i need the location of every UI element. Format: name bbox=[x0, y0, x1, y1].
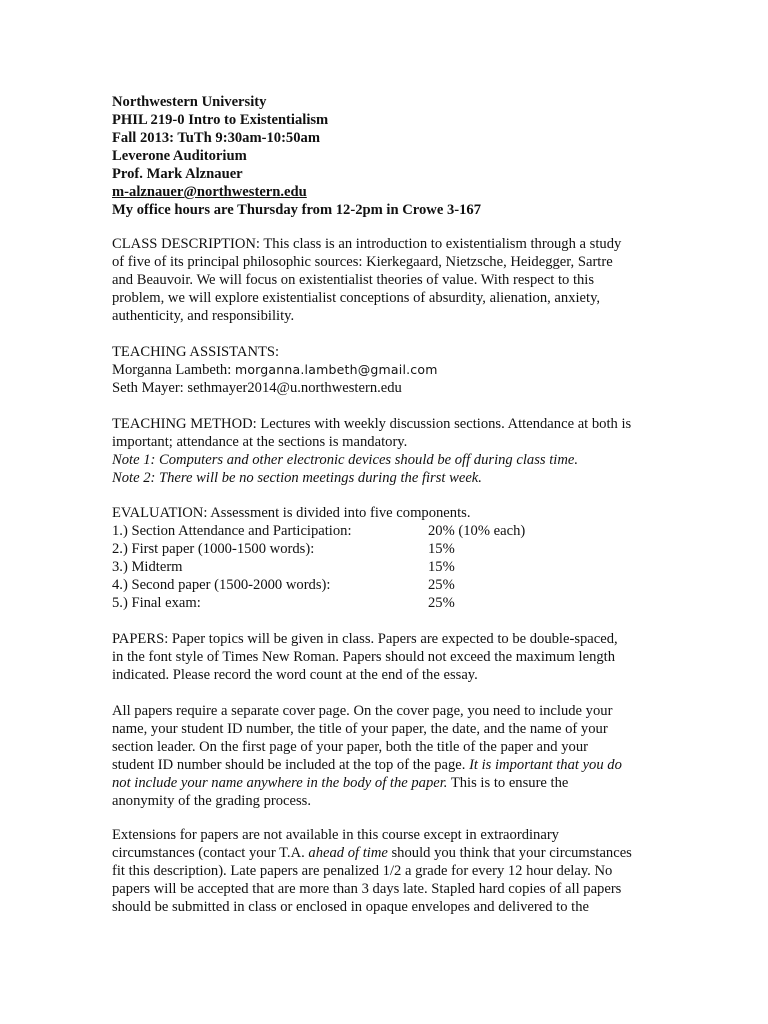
paragraph-line: of five of its principal philosophic sources: Kierkegaard, Nietzsche, Heidegger, Sartre bbox=[112, 254, 613, 270]
paragraph-line: indicated. Please record the word count at the end of the essay. bbox=[112, 667, 478, 683]
paragraph-line: papers will be accepted that are more than 3 days late. Stapled hard copies of all papers bbox=[112, 881, 622, 897]
cover-page-section bbox=[112, 702, 672, 810]
evaluation-weight: 25% bbox=[428, 577, 455, 593]
paragraph-line: TEACHING METHOD: Lectures with weekly discussion sections. Attendance at both is bbox=[112, 416, 632, 432]
extensions-section bbox=[112, 826, 672, 916]
note-line: Note 2: There will be no section meetings during the first week. bbox=[112, 470, 482, 486]
paragraph-line bbox=[112, 774, 672, 792]
ta-email: morganna.lambeth@gmail.com bbox=[234, 362, 438, 377]
paragraph-line: fit this description). Late papers are penalized 1/2 a grade for every 12 hour delay. No bbox=[112, 863, 613, 879]
evaluation-weight: 25% bbox=[428, 595, 455, 611]
evaluation bbox=[112, 504, 672, 612]
paragraph-line: CLASS DESCRIPTION: This class is an introduction to existentialism through a study bbox=[112, 236, 622, 252]
paragraph-line bbox=[112, 756, 672, 774]
paragraph-line: problem, we will explore existentialist conceptions of absurdity, alienation, anxiety, bbox=[112, 290, 601, 306]
text-run: student ID number should be included at the top of the page. bbox=[112, 757, 470, 773]
paragraph-line: PAPERS: Paper topics will be given in class. Papers are expected to be double-spaced, bbox=[112, 631, 618, 647]
emphasis-text: It is important that you do bbox=[469, 757, 622, 773]
course-header bbox=[112, 93, 672, 219]
note-line: Note 1: Computers and other electronic devices should be off during class time. bbox=[112, 452, 578, 468]
evaluation-label: 3.) Midterm bbox=[112, 559, 183, 575]
paragraph-line: in the font style of Times New Roman. Papers should not exceed the maximum length bbox=[112, 649, 616, 665]
paragraph-line: important; attendance at the sections is mandatory. bbox=[112, 434, 408, 450]
text-run: This is to ensure the bbox=[447, 775, 569, 791]
paragraph-line: authenticity, and responsibility. bbox=[112, 308, 295, 324]
university-name: Northwestern University bbox=[112, 94, 267, 110]
paragraph-line: section leader. On the first page of your paper, both the title of the paper and your bbox=[112, 739, 588, 755]
emphasis-text: not include your name anywhere in the body of the paper. bbox=[112, 775, 448, 791]
professor-email-link[interactable]: m-alznauer@northwestern.edu bbox=[112, 184, 307, 200]
evaluation-row bbox=[112, 594, 672, 612]
paragraph-line bbox=[112, 844, 672, 862]
text-run: circumstances (contact your T.A. bbox=[112, 845, 309, 861]
emphasis-text: ahead of time bbox=[308, 845, 388, 861]
evaluation-row bbox=[112, 540, 672, 558]
ta-heading: TEACHING ASSISTANTS: bbox=[112, 344, 280, 360]
evaluation-weight: 20% (10% each) bbox=[428, 523, 526, 539]
paragraph-line: Extensions for papers are not available in this course except in extraordinary bbox=[112, 827, 559, 843]
ta-name: Morganna Lambeth: bbox=[112, 362, 235, 378]
ta-entry: Seth Mayer: sethmayer2014@u.northwestern.edu bbox=[112, 380, 402, 396]
evaluation-weight: 15% bbox=[428, 541, 455, 557]
evaluation-label: 1.) Section Attendance and Participation: bbox=[112, 523, 352, 539]
paragraph-line: All papers require a separate cover page. On the cover page, you need to include your bbox=[112, 703, 613, 719]
text-run: should you think that your circumstances bbox=[387, 845, 632, 861]
ta-entry bbox=[112, 361, 672, 379]
course-title: PHIL 219-0 Intro to Existentialism bbox=[112, 112, 329, 128]
office-hours: My office hours are Thursday from 12-2pm in Crowe 3-167 bbox=[112, 202, 482, 218]
teaching-method bbox=[112, 415, 672, 487]
course-schedule: Fall 2013: TuTh 9:30am-10:50am bbox=[112, 130, 320, 146]
course-location: Leverone Auditorium bbox=[112, 148, 247, 164]
evaluation-label: 4.) Second paper (1500-2000 words): bbox=[112, 577, 331, 593]
paragraph-line: should be submitted in class or enclosed in opaque envelopes and delivered to the bbox=[112, 899, 590, 915]
paragraph-line: name, your student ID number, the title of your paper, the date, and the name of your bbox=[112, 721, 608, 737]
teaching-assistants bbox=[112, 343, 672, 397]
evaluation-heading: EVALUATION: Assessment is divided into five components. bbox=[112, 505, 471, 521]
evaluation-row bbox=[112, 576, 672, 594]
paragraph-line: and Beauvoir. We will focus on existentialist theories of value. With respect to this bbox=[112, 272, 595, 288]
professor-name: Prof. Mark Alznauer bbox=[112, 166, 243, 182]
evaluation-label: 2.) First paper (1000-1500 words): bbox=[112, 541, 315, 557]
evaluation-row bbox=[112, 558, 672, 576]
evaluation-label: 5.) Final exam: bbox=[112, 595, 201, 611]
evaluation-weight: 15% bbox=[428, 559, 455, 575]
class-description bbox=[112, 235, 672, 325]
papers-section bbox=[112, 630, 672, 684]
evaluation-row bbox=[112, 522, 672, 540]
paragraph-line: anonymity of the grading process. bbox=[112, 793, 311, 809]
